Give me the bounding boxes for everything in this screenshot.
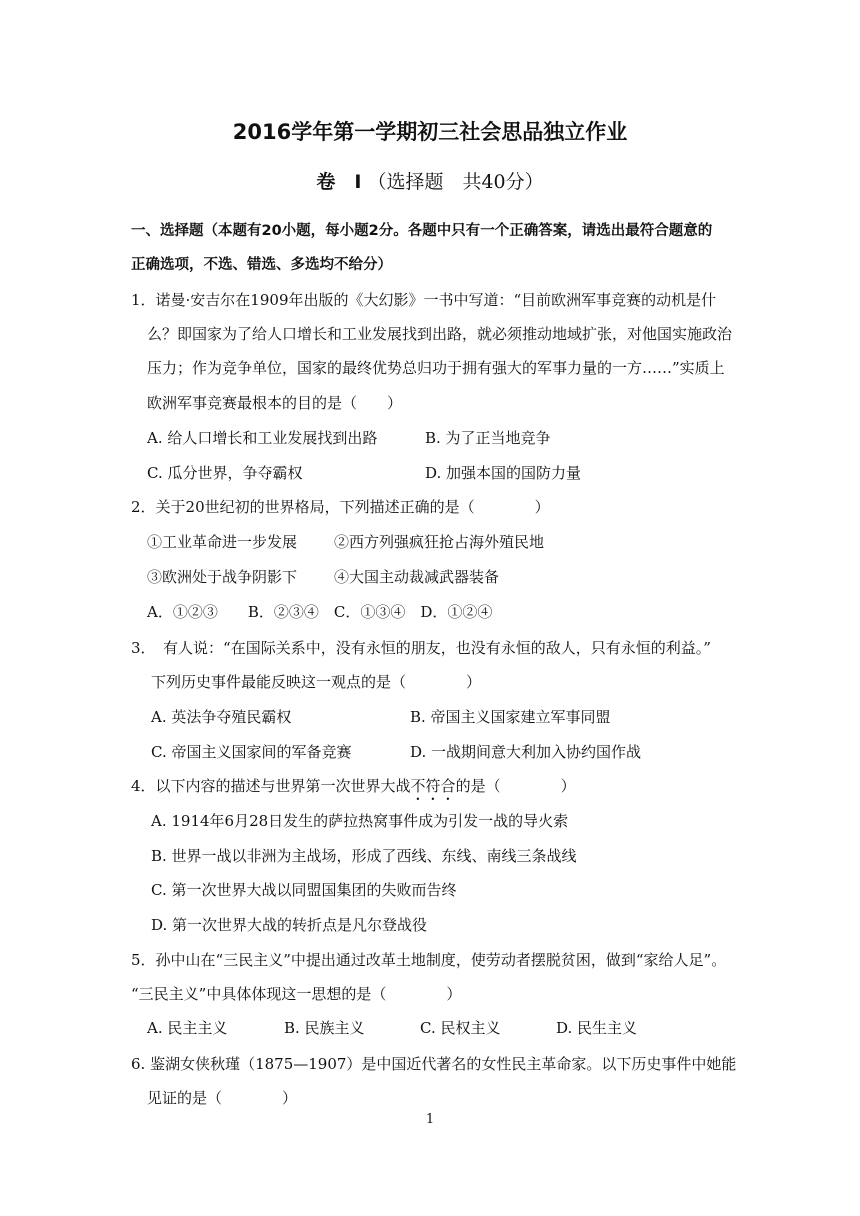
- q2-statement-1: ①工业革命进一步发展: [147, 533, 298, 551]
- q2-options: A．①②③ B．②③④ C．①③④ D．①②④: [147, 603, 493, 621]
- section-instructions-line1: 一、选择题（本题有20小题，每小题2分。各题中只有一个正确答案，请选出最符合题意的: [131, 223, 713, 239]
- q1-option-c: C. 瓜分世界，争夺霸权: [147, 464, 303, 482]
- q4-stem: [131, 776, 576, 804]
- q2-statement-3: ③欧洲处于战争阴影下: [147, 568, 298, 586]
- q3-option-b: B. 帝国主义国家建立军事同盟: [410, 708, 611, 726]
- paper-note: （选择题 共40分）: [367, 171, 544, 193]
- q2-statement-4: ④大国主动裁减武器装备: [334, 568, 500, 586]
- q3-option-d: D. 一战期间意大利加入协约国作战: [410, 743, 642, 761]
- q1-stem-line1: 1．诺曼·安吉尔在1909年出版的《大幻影》一书中写道：“目前欧洲军事竞赛的动机是什: [131, 291, 717, 309]
- paper-subtitle: [0, 167, 860, 194]
- q3-stem-line1: 3． 有人说：“在国际关系中，没有永恒的朋友，也没有永恒的敌人，只有永恒的利益。”: [131, 639, 711, 657]
- q6-stem-line2: 见证的是（ ）: [147, 1089, 298, 1107]
- q3-option-a: A. 英法争夺殖民霸权: [151, 708, 292, 726]
- q5-stem-line1: 5．孙中山在“三民主义”中提出通过改革土地制度，使劳动者摆脱贫困，做到“家给人足”。: [131, 951, 727, 969]
- q4-stem-post: 的是（ ）: [455, 777, 576, 795]
- q5-stem-line2: “三民主义”中具体体现这一思想的是（ ）: [131, 985, 462, 1003]
- q1-stem-line4: 欧洲军事竞赛最根本的目的是（ ）: [147, 394, 403, 412]
- q5-option-b: B. 民族主义: [284, 1019, 365, 1037]
- q4-option-a: A. 1914年6月28日发生的萨拉热窝事件成为引发一战的导火索: [151, 812, 569, 830]
- q5-option-c: C. 民权主义: [420, 1019, 501, 1037]
- q5-option-d: D. 民生主义: [556, 1019, 638, 1037]
- section-instructions-line2: 正确选项，不选、错选、多选均不给分）: [131, 257, 392, 273]
- q1-option-b: B. 为了正当地竞争: [425, 429, 551, 447]
- page-number: 1: [425, 1112, 435, 1127]
- q2-statement-2: ②西方列强疯狂抢占海外殖民地: [334, 533, 545, 551]
- q4-option-d: D. 第一次世界大战的转折点是凡尔登战役: [151, 916, 428, 934]
- q3-option-c: C. 帝国主义国家间的军备竞赛: [151, 743, 352, 761]
- q1-option-d: D. 加强本国的国防力量: [425, 464, 582, 482]
- q4-option-c: C. 第一次世界大战以同盟国集团的失败而告终: [151, 881, 457, 899]
- q1-stem-line2: 么？即国家为了给人口增长和工业发展找到出路，就必须推动地域扩张，对他国实施政治: [147, 325, 733, 343]
- q1-stem-line3: 压力；作为竞争单位，国家的最终优势总归功于拥有强大的军事力量的一方……”实质上: [147, 359, 725, 377]
- q3-stem-line2: 下列历史事件最能反映这一观点的是（ ）: [151, 673, 482, 691]
- q5-option-a: A. 民主主义: [147, 1019, 228, 1037]
- page-title: 2016学年第一学期初三社会思品独立作业: [232, 120, 628, 144]
- q6-stem-line1: 6. 鉴湖女侠秋瑾（1875—1907）是中国近代著名的女性民主革命家。以下历史事件中她能: [131, 1055, 737, 1073]
- q4-stem-pre: 4．以下内容的描述与世界第一次世界大战: [131, 777, 411, 795]
- q4-stem-emphasis: 不符合: [410, 777, 456, 795]
- q2-stem: 2．关于20世纪初的世界格局，下列描述正确的是（ ）: [131, 498, 550, 516]
- q1-option-a: A. 给人口增长和工业发展找到出路: [147, 429, 378, 447]
- paper-part: 卷 Ⅰ: [316, 171, 362, 193]
- q4-option-b: B. 世界一战以非洲为主战场，形成了西线、东线、南线三条战线: [151, 847, 577, 865]
